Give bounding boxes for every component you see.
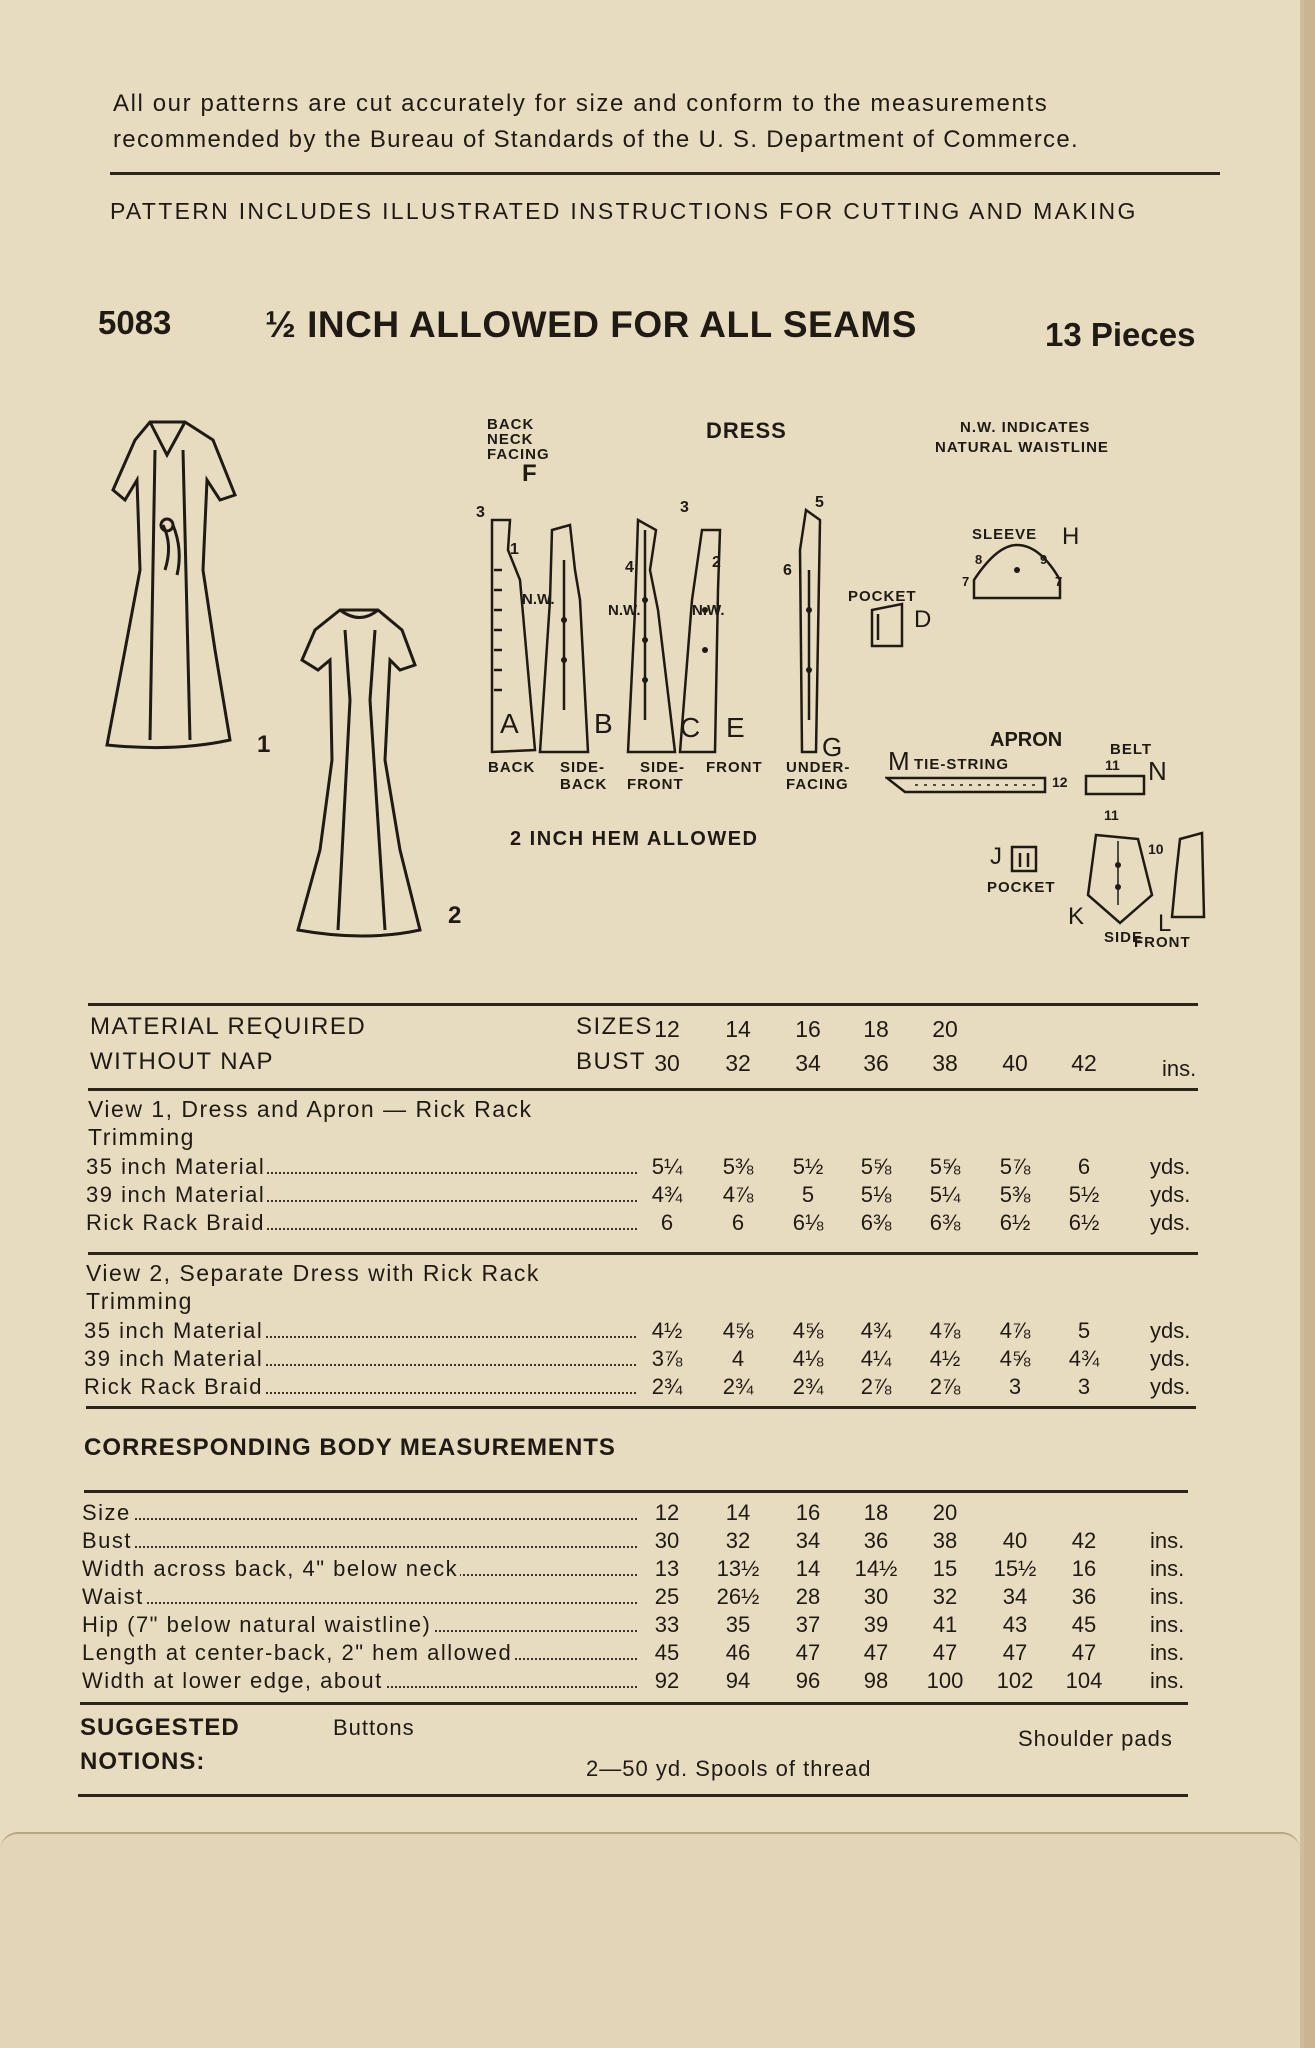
row-value: 5⅞ — [985, 1154, 1045, 1180]
bust-header-cell: 36 — [863, 1050, 889, 1076]
view2-title-1: View 2, Separate Dress with Rick Rack — [86, 1260, 540, 1286]
row-label: Waist — [82, 1584, 144, 1609]
table-row — [0, 1182, 1300, 1210]
row-label: Length at center-back, 2" hem allowed — [82, 1640, 513, 1665]
notch-5: 5 — [815, 494, 824, 511]
row-label: Bust — [82, 1528, 133, 1553]
pocket-label: POCKET — [848, 588, 917, 605]
size-header-cell: 18 — [863, 1016, 889, 1042]
size-header-cell: 20 — [932, 1016, 958, 1042]
pocket-d-piece — [868, 600, 908, 650]
row-value: 6 — [637, 1210, 697, 1236]
row-value: 28 — [778, 1584, 838, 1610]
view1-rule — [88, 1252, 1198, 1255]
table-row — [0, 1346, 1300, 1374]
row-value: 5⅜ — [985, 1182, 1045, 1208]
sleeve-h-piece — [962, 540, 1072, 605]
bust-header-cell: 42 — [1071, 1050, 1097, 1076]
belt-label: BELT — [1110, 741, 1153, 758]
piece-e-letter: E — [726, 712, 745, 743]
nw-mark-c: N.W. — [692, 602, 725, 619]
row-value: 32 — [708, 1528, 768, 1554]
intro-line-2: recommended by the Bureau of Standards of the U. S. Department of Commerce. — [113, 126, 1079, 153]
row-value: 4⅞ — [985, 1318, 1045, 1344]
nw-note-1: N.W. INDICATES — [960, 419, 1091, 436]
piece-g-letter: G — [822, 732, 843, 762]
bust-label: BUST — [576, 1048, 647, 1075]
row-value: 34 — [778, 1528, 838, 1554]
row-value: 5¼ — [637, 1154, 697, 1180]
row-label: 39 inch Material — [84, 1346, 264, 1371]
back-neck-label-3: FACING — [487, 446, 550, 463]
apron-title: APRON — [990, 729, 1063, 751]
notch-4: 4 — [625, 559, 634, 576]
side-back-label-1: SIDE- — [560, 759, 606, 776]
hem-note: 2 INCH HEM ALLOWED — [510, 828, 759, 850]
row-value: 45 — [637, 1640, 697, 1666]
tie-string-letter: M — [888, 746, 910, 776]
row-value: 5⅝ — [846, 1154, 906, 1180]
row-label: Width at lower edge, about — [82, 1668, 383, 1693]
row-value: 30 — [637, 1528, 697, 1554]
material-title-1: MATERIAL REQUIRED — [90, 1013, 367, 1040]
notch-7b: 7 — [1055, 574, 1063, 589]
row-value: 94 — [708, 1668, 768, 1694]
nw-note-2: NATURAL WAISTLINE — [935, 439, 1109, 456]
notch-3a: 3 — [476, 504, 485, 521]
row-unit: ins. — [1150, 1556, 1185, 1581]
bust-header-cell: 34 — [795, 1050, 821, 1076]
row-value: 13 — [637, 1556, 697, 1582]
row-value: 38 — [915, 1528, 975, 1554]
row-label: Rick Rack Braid — [84, 1374, 263, 1399]
table-row — [0, 1668, 1300, 1696]
row-unit: yds. — [1150, 1182, 1191, 1207]
back-neck-label-1: BACK — [487, 416, 535, 433]
row-value: 16 — [778, 1500, 838, 1526]
row-value: 16 — [1054, 1556, 1114, 1582]
row-value: 4¾ — [1054, 1346, 1114, 1372]
row-value: 4¾ — [846, 1318, 906, 1344]
table-row — [0, 1640, 1300, 1668]
bust-header-cell: 38 — [932, 1050, 958, 1076]
piece-c-letter: C — [680, 712, 701, 743]
row-unit: ins. — [1150, 1612, 1185, 1637]
row-value: 47 — [985, 1640, 1045, 1666]
row-value: 6⅜ — [915, 1210, 975, 1236]
row-value: 5 — [778, 1182, 838, 1208]
row-value: 3 — [1054, 1374, 1114, 1400]
row-value: 14 — [778, 1556, 838, 1582]
row-value: 5 — [1054, 1318, 1114, 1344]
row-value: 45 — [1054, 1612, 1114, 1638]
row-value: 35 — [708, 1612, 768, 1638]
table-row — [0, 1528, 1300, 1556]
pocket-letter: D — [914, 606, 932, 633]
body-rule-bottom — [80, 1702, 1188, 1705]
notch-12: 12 — [1052, 774, 1068, 790]
row-value: 2⅞ — [915, 1374, 975, 1400]
notch-2: 2 — [712, 554, 721, 571]
notch-7a: 7 — [962, 574, 970, 589]
apron-side-label: SIDE — [1104, 929, 1144, 946]
size-header-cell: 14 — [725, 1016, 751, 1042]
row-value: 4⅝ — [985, 1346, 1045, 1372]
table-row — [0, 1154, 1300, 1182]
row-value: 5¼ — [915, 1182, 975, 1208]
material-title-2: WITHOUT NAP — [90, 1048, 275, 1075]
row-value: 30 — [846, 1584, 906, 1610]
notion-buttons: Buttons — [333, 1715, 415, 1740]
apron-pocket-label: POCKET — [987, 879, 1056, 896]
row-value: 47 — [778, 1640, 838, 1666]
row-label: Size — [82, 1500, 131, 1525]
row-value: 4¾ — [637, 1182, 697, 1208]
row-unit: yds. — [1150, 1318, 1191, 1343]
row-value: 6½ — [1054, 1210, 1114, 1236]
notions-label-2: NOTIONS: — [80, 1748, 206, 1775]
view2-title-2: Trimming — [86, 1288, 193, 1314]
row-value: 40 — [985, 1528, 1045, 1554]
side-front-label-1: SIDE- — [640, 759, 686, 776]
ins-unit: ins. — [1162, 1056, 1197, 1081]
row-value: 98 — [846, 1668, 906, 1694]
apron-side-front-pieces — [1080, 825, 1210, 930]
bust-header-cell: 30 — [654, 1050, 680, 1076]
row-unit: yds. — [1150, 1210, 1191, 1235]
row-value: 36 — [1054, 1584, 1114, 1610]
row-value: 5½ — [778, 1154, 838, 1180]
notch-11b: 11 — [1104, 807, 1119, 823]
view2-rule — [86, 1406, 1196, 1409]
row-value: 46 — [708, 1640, 768, 1666]
view1-title-2: Trimming — [88, 1124, 195, 1150]
notch-10: 10 — [1148, 841, 1164, 857]
belt-piece — [1082, 772, 1150, 798]
pattern-number: 5083 — [98, 304, 172, 341]
row-value: 3⅞ — [637, 1346, 697, 1372]
row-value: 4⅞ — [915, 1318, 975, 1344]
row-value: 4 — [708, 1346, 768, 1372]
row-value: 104 — [1054, 1668, 1114, 1694]
side-front-label-2: FRONT — [627, 776, 684, 793]
dot-leader — [92, 1584, 640, 1604]
row-value: 20 — [915, 1500, 975, 1526]
apron-pocket-piece — [1008, 843, 1040, 877]
row-value: 42 — [1054, 1528, 1114, 1554]
row-value: 4¼ — [846, 1346, 906, 1372]
material-rule-mid — [88, 1088, 1198, 1091]
row-value: 96 — [778, 1668, 838, 1694]
row-value: 41 — [915, 1612, 975, 1638]
bust-header-cell: 40 — [1002, 1050, 1028, 1076]
row-value: 2⅞ — [846, 1374, 906, 1400]
includes-line: PATTERN INCLUDES ILLUSTRATED INSTRUCTIONS FOR CUTTING AND MAKING — [110, 198, 1138, 224]
row-value: 47 — [1054, 1640, 1114, 1666]
row-value: 47 — [846, 1640, 906, 1666]
row-value: 4½ — [637, 1318, 697, 1344]
row-value: 5½ — [1054, 1182, 1114, 1208]
row-value: 100 — [915, 1668, 975, 1694]
size-header-cell: 16 — [795, 1016, 821, 1042]
row-value: 6 — [708, 1210, 768, 1236]
notions-rule — [78, 1794, 1188, 1797]
row-value: 13½ — [708, 1556, 768, 1582]
row-value: 4⅞ — [708, 1182, 768, 1208]
table-row — [0, 1374, 1300, 1402]
body-title: CORRESPONDING BODY MEASUREMENTS — [84, 1434, 616, 1461]
row-label: 35 inch Material — [86, 1154, 266, 1179]
apron-pocket-letter: J — [990, 843, 1002, 870]
row-value: 2¾ — [778, 1374, 838, 1400]
row-unit: yds. — [1150, 1346, 1191, 1371]
sleeve-letter: H — [1062, 523, 1080, 550]
row-value: 33 — [637, 1612, 697, 1638]
notch-11a: 11 — [1105, 757, 1120, 773]
notion-shoulder-pads: Shoulder pads — [1018, 1726, 1173, 1751]
dress-title: DRESS — [706, 418, 787, 443]
row-value: 4⅝ — [708, 1318, 768, 1344]
view-1-number: 1 — [257, 731, 271, 758]
row-unit: ins. — [1150, 1640, 1185, 1665]
table-row — [0, 1556, 1300, 1584]
row-value: 5⅝ — [915, 1154, 975, 1180]
row-value: 12 — [637, 1500, 697, 1526]
belt-letter: N — [1148, 756, 1167, 786]
row-value: 36 — [846, 1528, 906, 1554]
view-2-number: 2 — [448, 902, 462, 929]
view1-title-1: View 1, Dress and Apron — Rick Rack — [88, 1096, 533, 1122]
notch-9a: 9 — [1040, 552, 1048, 567]
row-label: Rick Rack Braid — [86, 1210, 265, 1235]
seam-allowance: ½ INCH ALLOWED FOR ALL SEAMS — [265, 304, 917, 345]
row-value: 4⅛ — [778, 1346, 838, 1372]
bust-header-cell: 32 — [725, 1050, 751, 1076]
notion-thread: 2—50 yd. Spools of thread — [586, 1756, 872, 1781]
row-value: 4⅝ — [778, 1318, 838, 1344]
under-facing-label-1: UNDER- — [786, 759, 851, 776]
apron-front-label: FRONT — [1134, 934, 1191, 951]
piece-b-letter: B — [594, 708, 613, 739]
row-value: 92 — [637, 1668, 697, 1694]
row-value: 4½ — [915, 1346, 975, 1372]
dot-leader — [92, 1500, 640, 1520]
row-value: 2¾ — [708, 1374, 768, 1400]
notch-1: 1 — [510, 541, 519, 558]
row-value: 47 — [915, 1640, 975, 1666]
back-neck-letter: F — [522, 460, 537, 487]
row-value: 39 — [846, 1612, 906, 1638]
table-row — [0, 1500, 1300, 1528]
apron-side-letter: K — [1068, 903, 1085, 930]
row-value: 25 — [637, 1584, 697, 1610]
row-label: 39 inch Material — [86, 1182, 266, 1207]
table-row — [0, 1210, 1300, 1238]
row-value: 6 — [1054, 1154, 1114, 1180]
row-value: 3 — [985, 1374, 1045, 1400]
table-row — [0, 1318, 1300, 1346]
row-label: Hip (7" below natural waistline) — [82, 1612, 432, 1637]
row-value: 6⅛ — [778, 1210, 838, 1236]
row-value: 6½ — [985, 1210, 1045, 1236]
row-unit: yds. — [1150, 1154, 1191, 1179]
tie-string-label: TIE-STRING — [914, 756, 1009, 773]
row-value: 14½ — [846, 1556, 906, 1582]
view-2-dress-illustration — [290, 590, 435, 940]
intro-line-1: All our patterns are cut accurately for size and conform to the measurements — [113, 90, 1049, 117]
view-1-dress-illustration — [95, 410, 255, 760]
sleeve-label: SLEEVE — [972, 526, 1038, 543]
row-value: 15½ — [985, 1556, 1045, 1582]
notch-3b: 3 — [680, 499, 689, 516]
sizes-label: SIZES — [576, 1013, 653, 1040]
row-value: 34 — [985, 1584, 1045, 1610]
piece-a-letter: A — [500, 708, 519, 739]
row-value: 32 — [915, 1584, 975, 1610]
envelope-flap — [0, 1832, 1300, 2048]
nw-mark-a: N.W. — [522, 591, 555, 608]
row-value: 26½ — [708, 1584, 768, 1610]
side-back-label-2: BACK — [560, 776, 608, 793]
notch-6: 6 — [783, 562, 792, 579]
row-value: 37 — [778, 1612, 838, 1638]
under-facing-label-2: FACING — [786, 776, 849, 793]
notch-8a: 8 — [975, 552, 983, 567]
row-unit: yds. — [1150, 1374, 1191, 1399]
size-header-cell: 12 — [654, 1016, 680, 1042]
row-label: Width across back, 4" below neck — [82, 1556, 459, 1581]
row-value: 102 — [985, 1668, 1045, 1694]
row-value: 43 — [985, 1612, 1045, 1638]
row-value: 5⅛ — [846, 1182, 906, 1208]
row-value: 2¾ — [637, 1374, 697, 1400]
row-value: 5⅜ — [708, 1154, 768, 1180]
header-rule — [110, 172, 1220, 175]
apron-front-letter: L — [1158, 910, 1172, 937]
piece-count: 13 Pieces — [1045, 316, 1196, 353]
row-value: 18 — [846, 1500, 906, 1526]
dress-pattern-pieces-drawing — [480, 490, 843, 770]
row-label: 35 inch Material — [84, 1318, 264, 1343]
material-rule-top — [88, 1003, 1198, 1006]
row-unit: ins. — [1150, 1668, 1185, 1693]
piece-a-label: BACK — [488, 759, 536, 776]
notions-label-1: SUGGESTED — [80, 1714, 240, 1741]
dot-leader — [92, 1528, 640, 1548]
row-unit: ins. — [1150, 1528, 1185, 1553]
nw-mark-b: N.W. — [608, 602, 641, 619]
table-row — [0, 1612, 1300, 1640]
table-row — [0, 1584, 1300, 1612]
body-rule-top — [84, 1490, 1188, 1493]
row-unit: ins. — [1150, 1584, 1185, 1609]
row-value: 14 — [708, 1500, 768, 1526]
row-value: 6⅜ — [846, 1210, 906, 1236]
back-neck-label-2: NECK — [487, 431, 534, 448]
piece-e-label: FRONT — [706, 759, 763, 776]
row-value: 15 — [915, 1556, 975, 1582]
